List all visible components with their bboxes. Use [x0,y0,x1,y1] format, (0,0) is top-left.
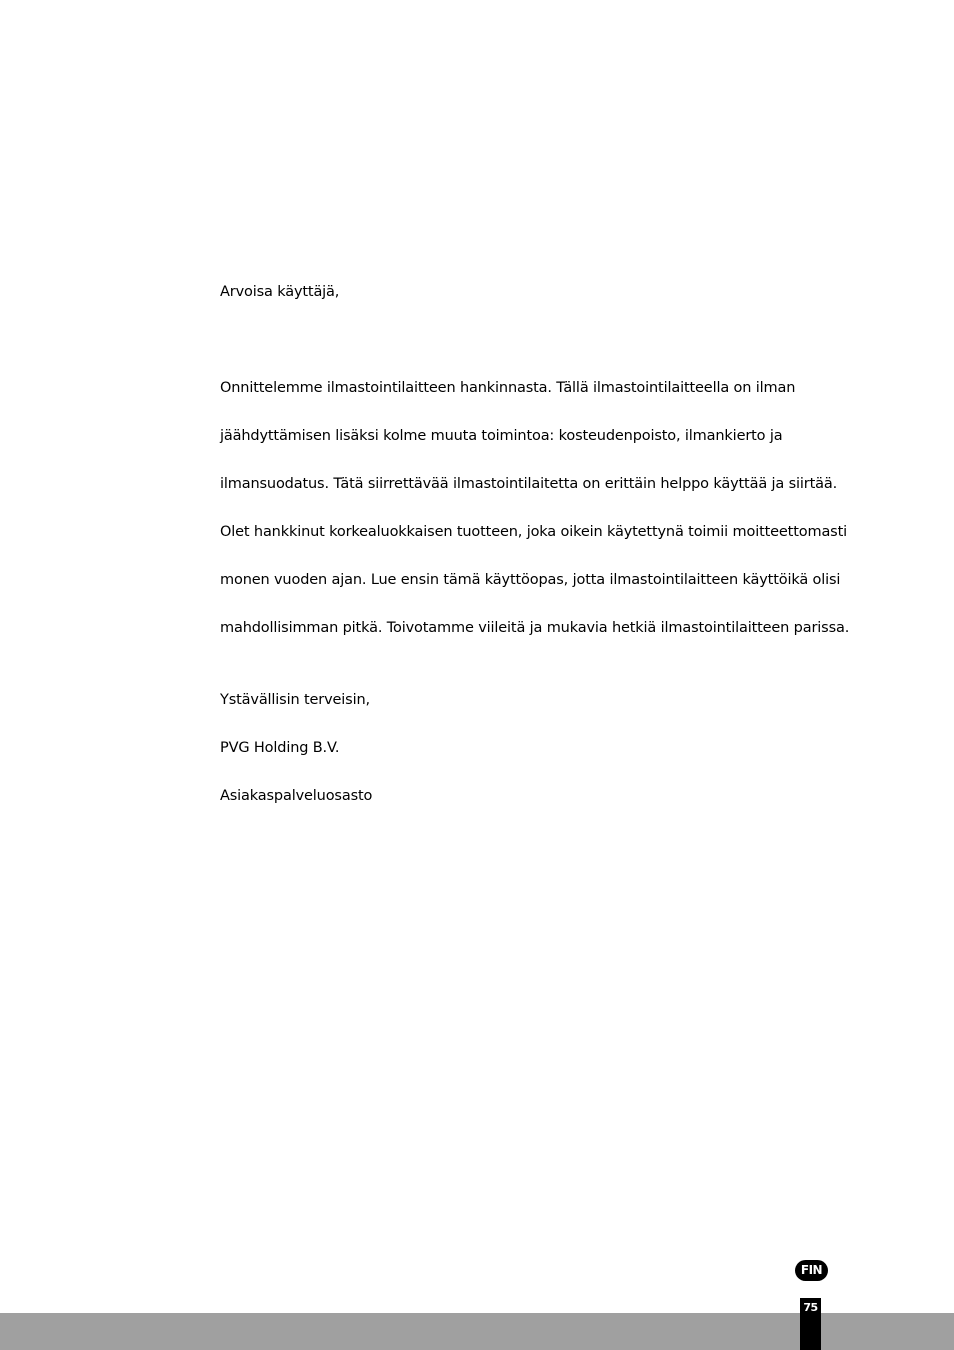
letter-body [220,376,880,640]
letter-company: PVG Holding B.V. [220,740,340,756]
letter-body-line: jäähdyttämisen lisäksi kolme muuta toimintoa: kosteudenpoisto, ilmankierto ja [220,428,783,444]
language-badge: FIN [795,1260,828,1281]
letter-body-line: mahdollisimman pitkä. Toivotamme viileitä ja mukavia hetkiä ilmastointilaitteen parissa. [220,620,850,636]
letter-body-line: Olet hankkinut korkealuokkaisen tuotteen, joka oikein käytettynä toimii moitteettomasti [220,524,848,540]
letter-signoff [220,688,880,808]
letter-body-line: ilmansuodatus. Tätä siirrettävää ilmastointilaitetta on erittäin helppo käyttää ja siirtää. [220,476,838,492]
page-number: 75 [803,1301,818,1314]
letter-greeting: Arvoisa käyttäjä, [220,284,340,300]
letter-closing: Ystävällisin terveisin, [220,692,370,708]
letter-body-line: Onnittelemme ilmastointilaitteen hankinnasta. Tällä ilmastointilaitteella on ilman [220,380,796,396]
letter-body-line: monen vuoden ajan. Lue ensin tämä käyttöopas, jotta ilmastointilaitteen käyttöikä olisi [220,572,841,588]
letter [220,280,880,832]
letter-department: Asiakaspalveluosasto [220,788,373,804]
